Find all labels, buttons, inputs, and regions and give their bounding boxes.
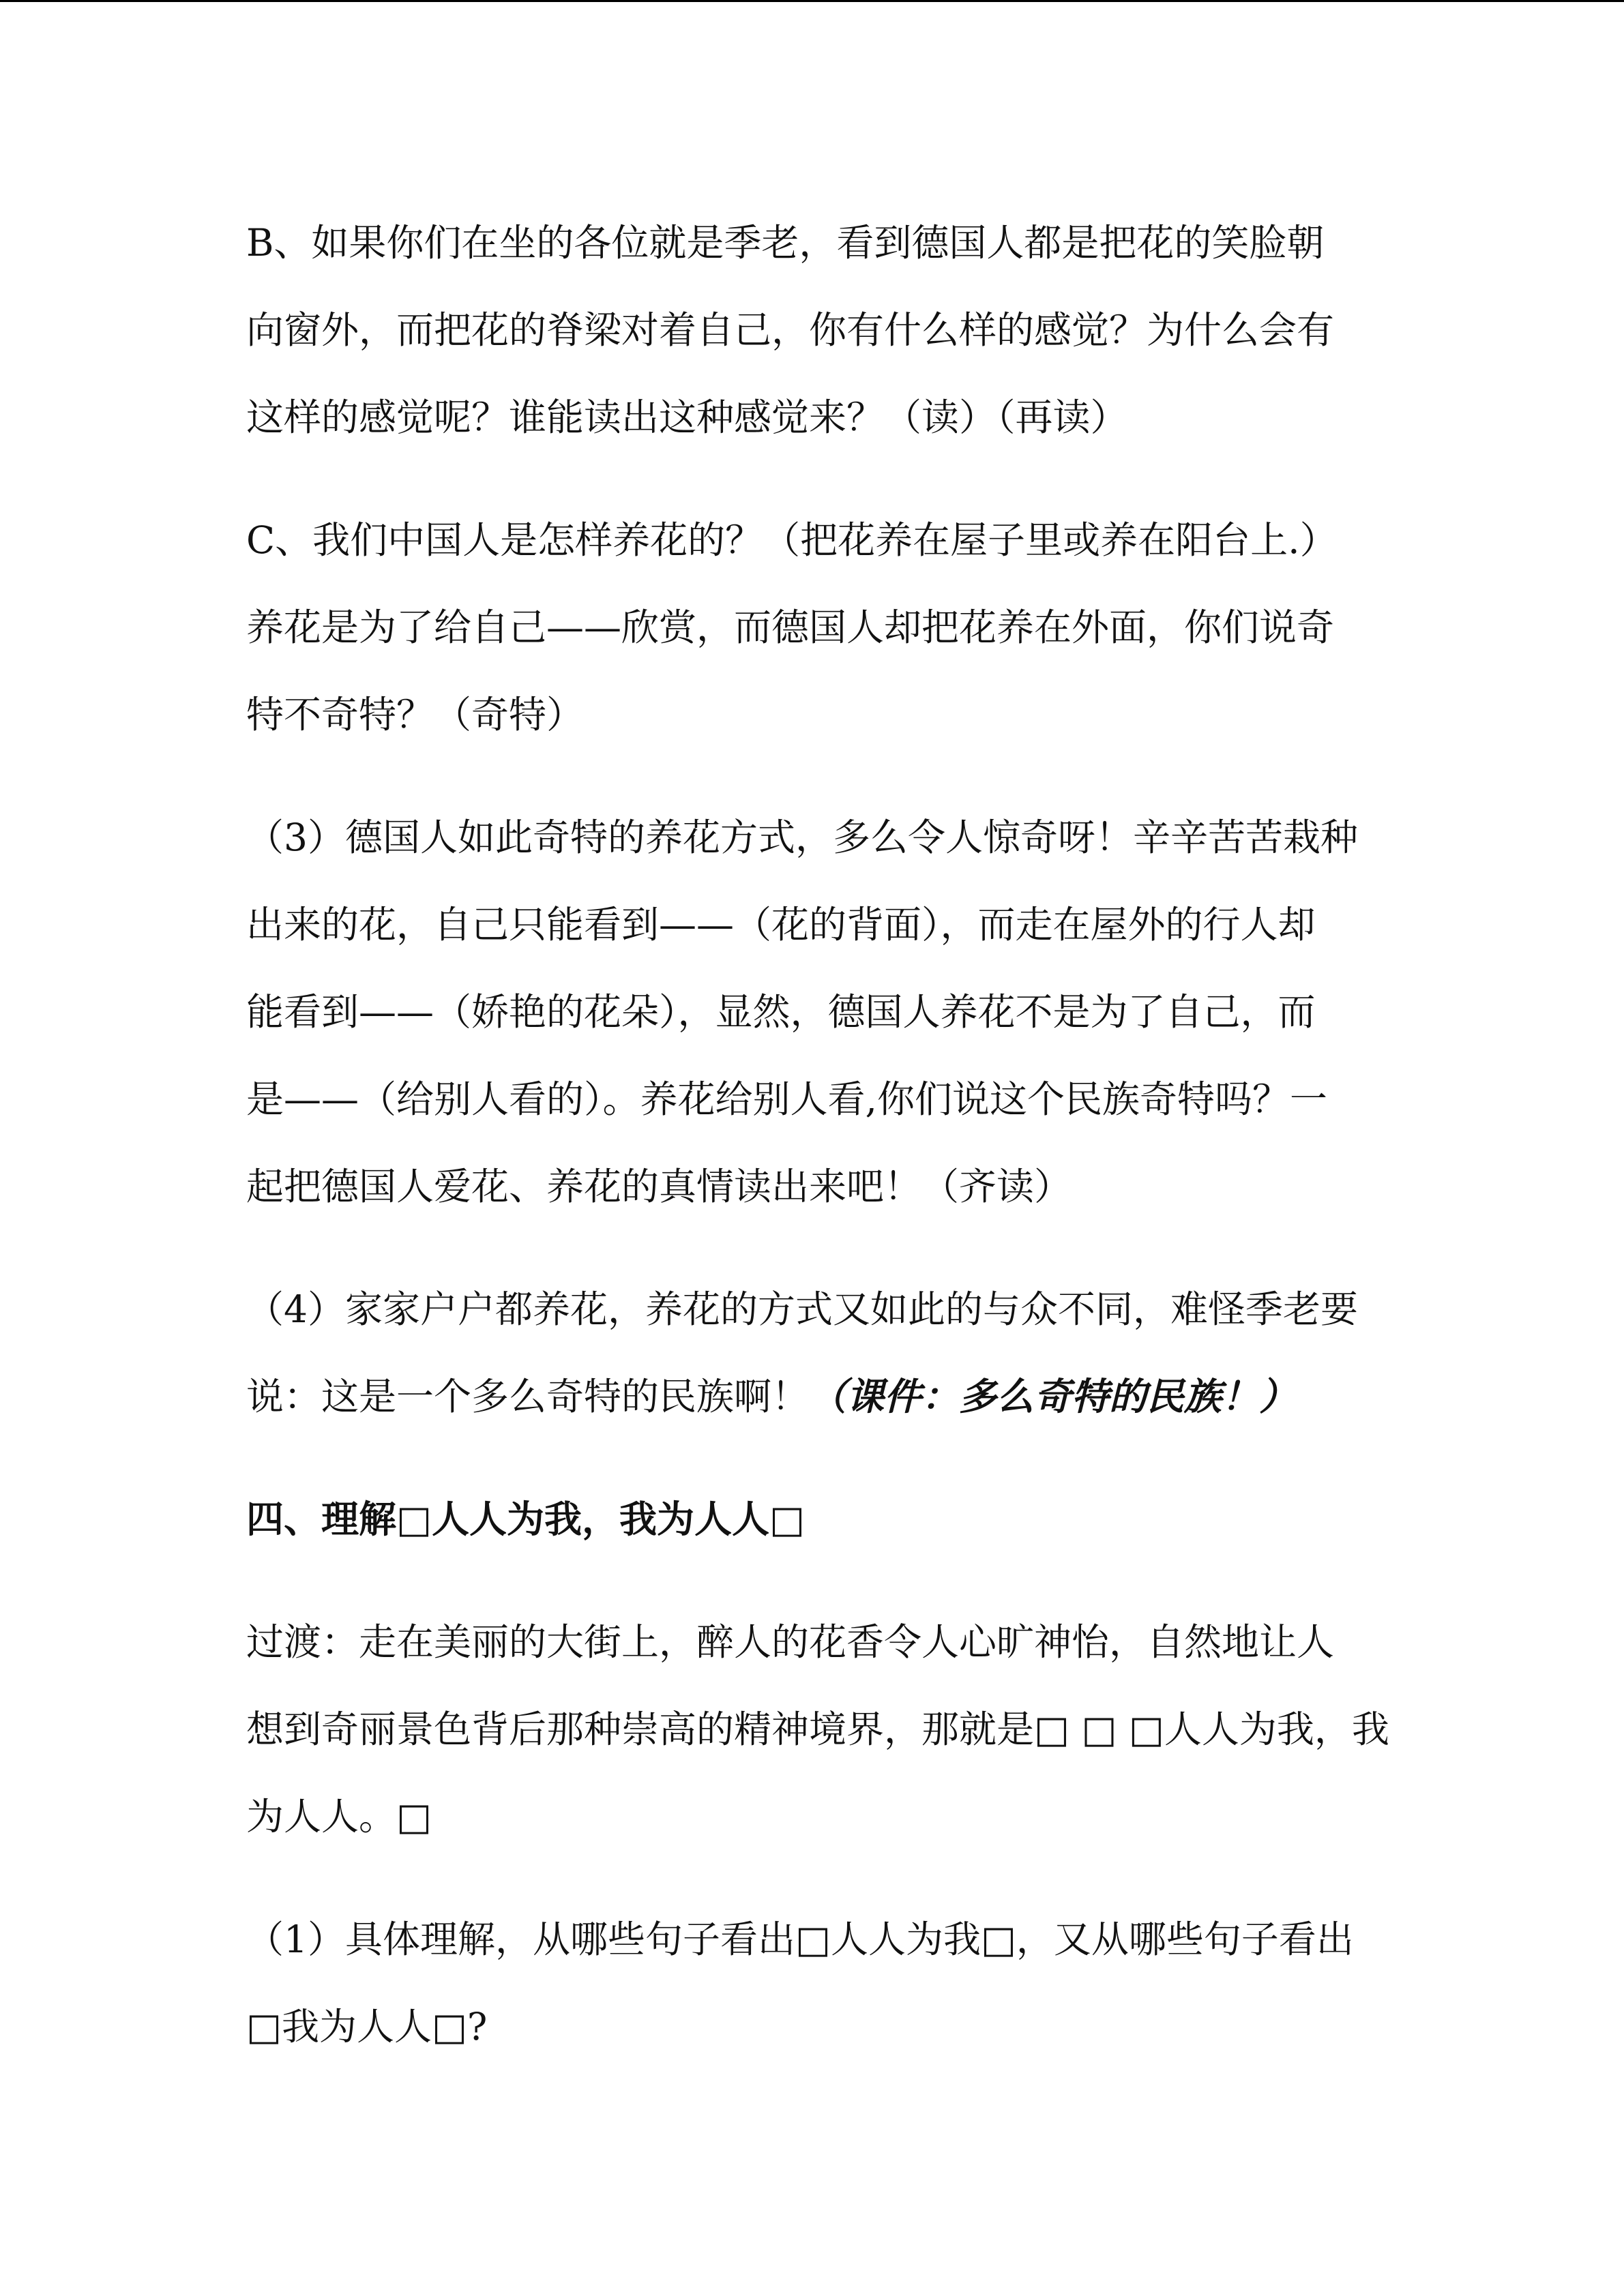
section-heading-4 xyxy=(246,1476,1378,1563)
paragraph-3 xyxy=(246,794,1378,1230)
document-body xyxy=(246,199,1389,2106)
text-line: 能看到——（娇艳的花朵），显然，德国人养花不是为了自己，而 xyxy=(246,990,1316,1034)
text-line: 为人人。□ xyxy=(246,1795,432,1838)
text-line: （3）德国人如此奇特的养花方式，多么令人惊奇呀！辛辛苦苦栽种 xyxy=(246,816,1358,859)
text-line: 起把德国人爱花、养花的真情读出来吧！（齐读） xyxy=(246,1165,1072,1208)
text-line: 出来的花，自己只能看到——（花的背面），而走在屋外的行人却 xyxy=(246,903,1316,946)
paragraph-c xyxy=(246,496,1378,758)
courseware-note: （课件：多么奇特的民族！） xyxy=(809,1374,1297,1418)
text-line: （4）家家户户都养花，养花的方式又如此的与众不同，难怪季老要 xyxy=(246,1287,1358,1331)
top-border-line xyxy=(0,0,1624,2)
text-line: 是——（给别人看的）。养花给别人看,你们说这个民族奇特吗？一 xyxy=(246,1077,1327,1121)
paragraph-4 xyxy=(246,1266,1378,1440)
heading-text: 四、理解□人人为我，我为人人□ xyxy=(246,1497,805,1541)
paragraph-b xyxy=(246,199,1378,461)
paragraph-transition xyxy=(246,1598,1389,1860)
text-line: □我为人人□? xyxy=(246,2005,488,2048)
paragraph-1-understanding xyxy=(246,1896,1378,2070)
text-line: 想到奇丽景色背后那种崇高的精神境界，那就是□ □ □人人为我，我 xyxy=(246,1708,1389,1751)
text-line: 养花是为了给自己——欣赏，而德国人却把花养在外面，你们说奇 xyxy=(246,606,1335,649)
text-line: 向窗外，而把花的脊梁对着自己，你有什么样的感觉？为什么会有 xyxy=(246,308,1335,352)
text-line: C、我们中国人是怎样养花的？（把花养在屋子里或养在阳台上.） xyxy=(246,518,1338,562)
text-line: 过渡：走在美丽的大街上，醉人的花香令人心旷神怡，自然地让人 xyxy=(246,1620,1335,1664)
text-line xyxy=(246,1353,1378,1440)
text-segment: 说：这是一个多么奇特的民族啊！ xyxy=(246,1375,810,1418)
text-line: 特不奇特？（奇特） xyxy=(246,693,585,736)
text-line: B、如果你们在坐的各位就是季老，看到德国人都是把花的笑脸朝 xyxy=(246,221,1325,265)
text-line: （1）具体理解，从哪些句子看出□人人为我□，又从哪些句子看出 xyxy=(246,1918,1354,1961)
text-line: 这样的感觉呢？谁能读出这种感觉来？（读）（再读） xyxy=(246,396,1128,439)
